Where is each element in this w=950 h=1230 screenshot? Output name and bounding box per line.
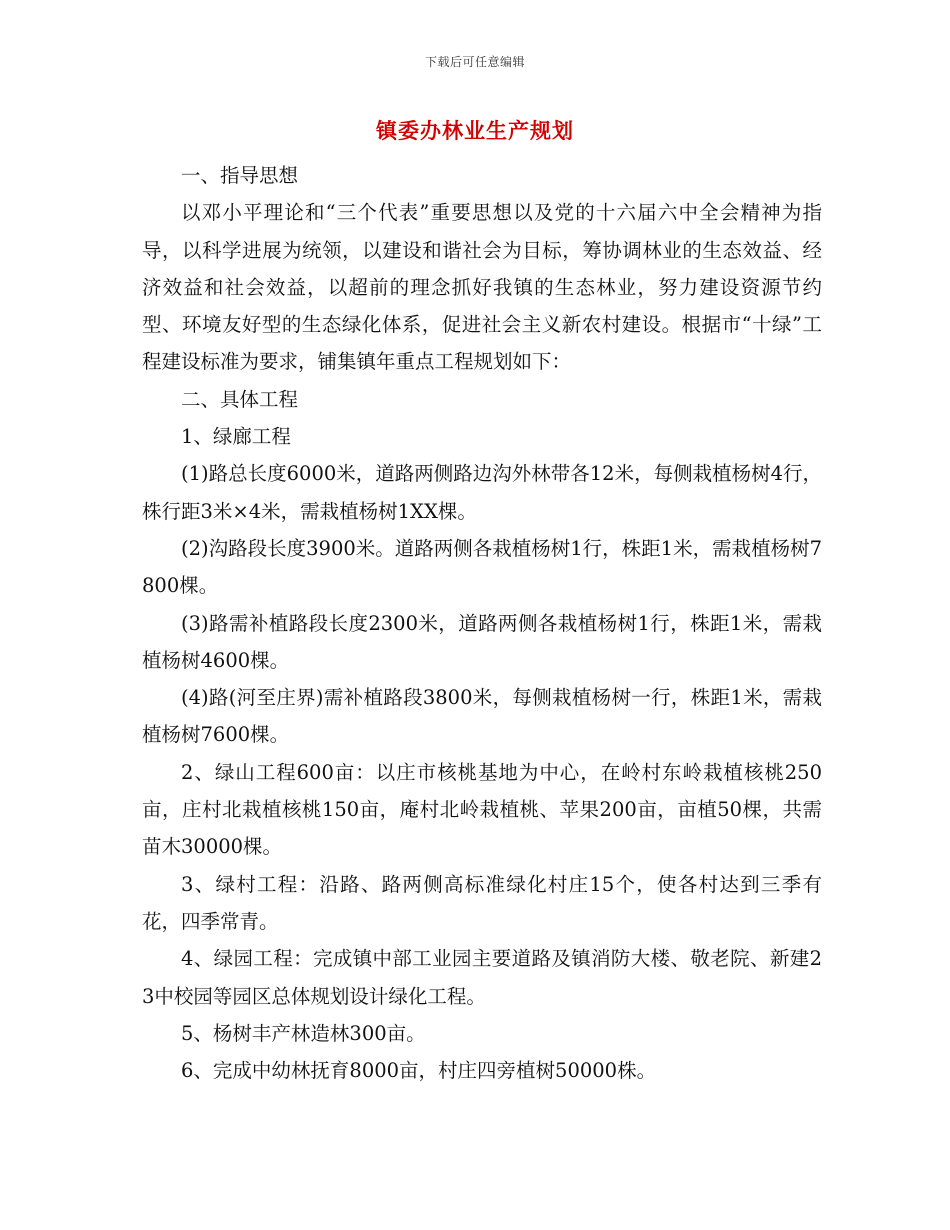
paragraph-forest-tending: 6、完成中幼林抚育8000亩，村庄四旁植树50000株。 bbox=[181, 1059, 657, 1083]
subheading-green-corridor: 1、绿廊工程 bbox=[181, 425, 291, 449]
document-title: 镇委办林业生产规划 bbox=[376, 118, 574, 143]
paragraph-guiding-ideology: 以邓小平理论和“三个代表”重要思想以及党的十六届六中全会精神为指导，以科学进展为统领，以建设和谐社会为目标，筹协调林业的生态效益、经济效益和社会效益，以超前的理念抓好我镇的生态林业，努力建设资源节约型、环境友好型的生态绿化体系，促进社会主义新农村建设。根据市“十绿”工程建设标准为要求，铺集镇年重点工程规划如下： bbox=[142, 201, 822, 374]
paragraph-poplar-forest: 5、杨树丰产林造林300亩。 bbox=[181, 1021, 426, 1045]
paragraph-green-park: 4、绿园工程：完成镇中部工业园主要道路及镇消防大楼、敬老院、新建23中校园等园区总体规划设计绿化工程。 bbox=[142, 947, 822, 1008]
section-heading-guiding-ideology: 一、指导思想 bbox=[181, 164, 299, 187]
section-heading-specific-projects: 二、具体工程 bbox=[181, 387, 299, 411]
paragraph-corridor-item-3: (3)路需补植路段长度2300米，道路两侧各栽植杨树1行，株距1米，需栽植杨树4600棵。 bbox=[142, 611, 822, 672]
paragraph-corridor-item-1: (1)路总长度6000米，道路两侧路边沟外林带各12米，每侧栽植杨树4行，株行距3米×4米，需栽植杨树1XX棵。 bbox=[142, 462, 822, 523]
paragraph-green-mountain: 2、绿山工程600亩：以庄市核桃基地为中心，在岭村东岭栽植核桃250亩，庄村北栽植核桃150亩，庵村北岭栽植桃、苹果200亩，亩植50棵，共需苗木30000棵。 bbox=[142, 760, 822, 859]
page-header-note: 下载后可任意编辑 bbox=[424, 55, 525, 69]
document-body bbox=[142, 157, 822, 1089]
paragraph-corridor-item-4: (4)路(河至庄界)需补植路段3800米，每侧栽植杨树一行，株距1米，需栽植杨树7600棵。 bbox=[142, 686, 822, 747]
paragraph-green-village: 3、绿村工程：沿路、路两侧高标准绿化村庄15个，使各村达到三季有花，四季常青。 bbox=[142, 872, 822, 933]
paragraph-corridor-item-2: (2)沟路段长度3900米。道路两侧各栽植杨树1行，株距1米，需栽植杨树7800棵。 bbox=[142, 536, 822, 598]
